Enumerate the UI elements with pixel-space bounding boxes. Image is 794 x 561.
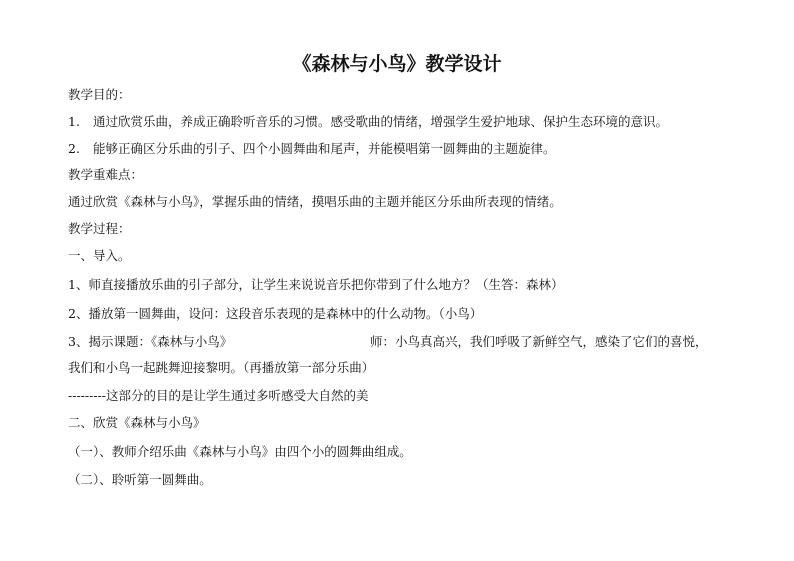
objective-2-text: 能够正确区分乐曲的引子、四个小圆舞曲和尾声，并能模唱第一圆舞曲的主题旋律。 bbox=[93, 141, 556, 156]
objective-1-number: 1. bbox=[68, 114, 80, 129]
step-2-text: 2、播放第一圆舞曲，设问：这段音乐表现的是森林中的什么动物。（小鸟） bbox=[68, 306, 483, 321]
step-3-continued-text: 我们和小鸟一起跳舞迎接黎明。（再播放第一部分乐曲） bbox=[68, 360, 375, 375]
step-1-text: 1、师直接播放乐曲的引子部分，让学生来说说音乐把你带到了什么地方？（生答：森林） bbox=[68, 277, 564, 292]
objective-2-number: 2. bbox=[68, 141, 80, 156]
section-1-heading: 一、导入。 bbox=[68, 248, 131, 263]
key-points-text: 通过欣赏《森林与小鸟》，掌握乐曲的情绪，摸唱乐曲的主题并能区分乐曲所表现的情绪。 bbox=[68, 194, 562, 209]
key-points-heading: 教学重难点： bbox=[68, 167, 144, 182]
process-heading: 教学过程： bbox=[68, 221, 131, 236]
subsection-2-text: （二）、聆听第一圆舞曲。 bbox=[68, 472, 212, 487]
document-title: 《森林与小鸟》教学设计 bbox=[292, 53, 502, 75]
step-3-text: 3、揭示课题：《森林与小鸟》 bbox=[68, 334, 233, 349]
objective-1-text: 通过欣赏乐曲，养成正确聆听音乐的习惯。感受歌曲的情绪，增强学生爱护地球、保护生态环境的意识。 bbox=[93, 114, 669, 129]
purpose-note: ---------这部分的目的是让学生通过多听感受大自然的美 bbox=[68, 388, 369, 403]
subsection-1-text: （一）、教师介绍乐曲《森林与小鸟》由四个小的圆舞曲组成。 bbox=[68, 444, 412, 459]
objectives-heading: 教学目的： bbox=[68, 87, 131, 102]
step-3-teacher-text: 师：小鸟真高兴，我们呼吸了新鲜空气，感染了它们的喜悦， bbox=[370, 334, 708, 349]
section-2-heading: 二、欣赏《森林与小鸟》 bbox=[68, 415, 206, 430]
